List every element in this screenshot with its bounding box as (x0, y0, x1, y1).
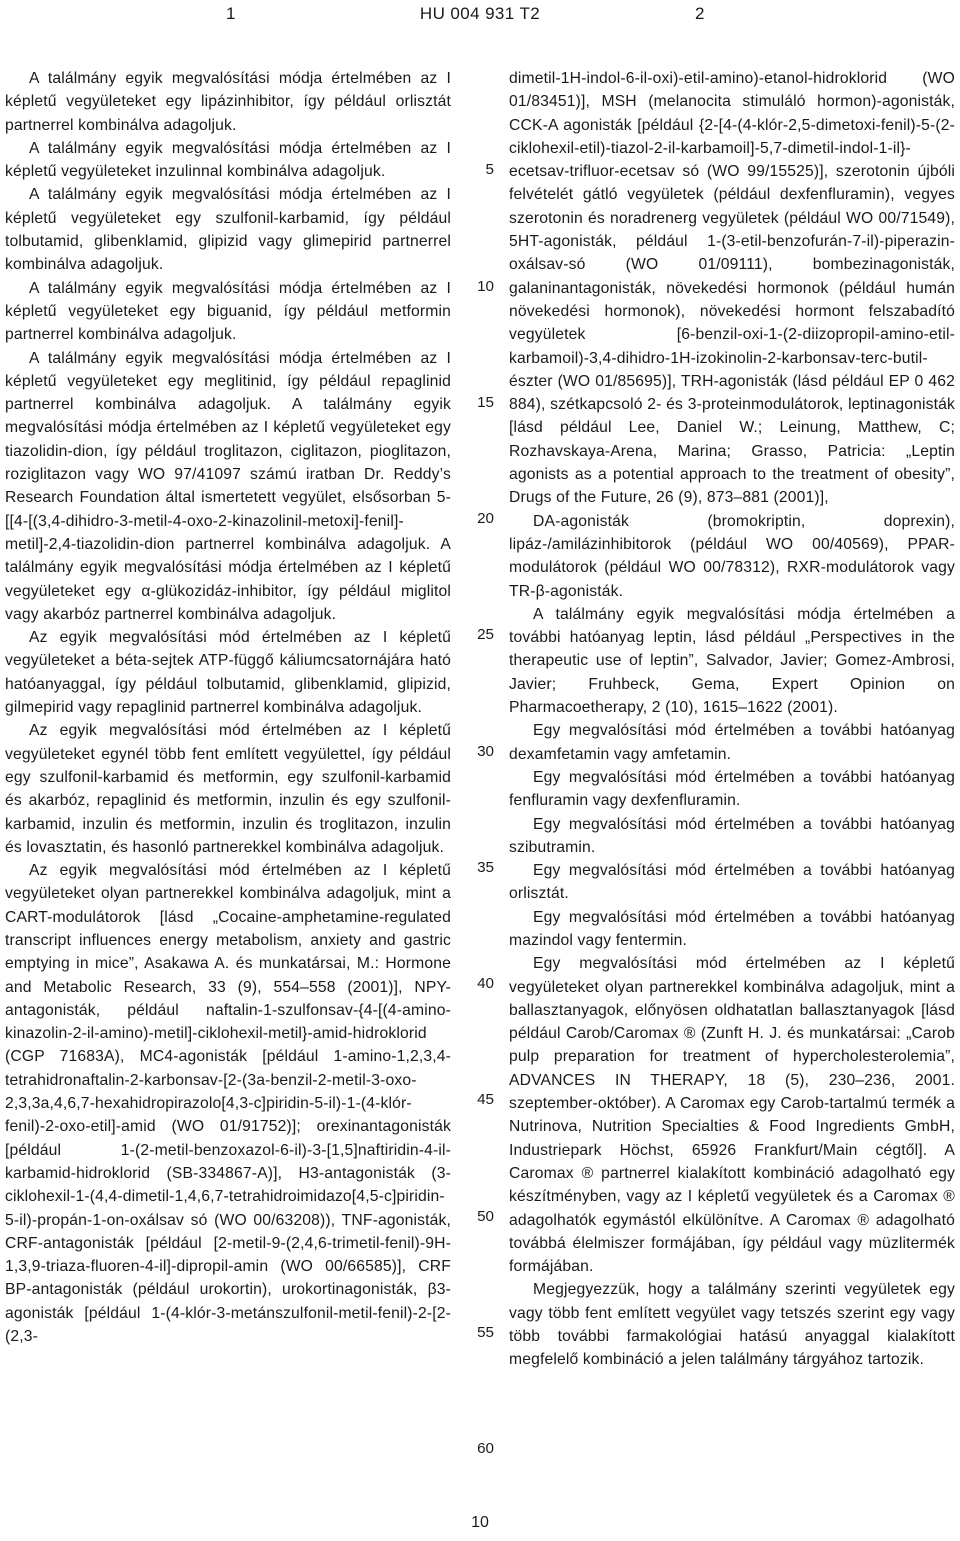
line-number: 5 (485, 161, 494, 178)
paragraph: Az egyik megvalósítási mód értelmében az I képletű vegyületeket a béta-sejtek ATP-függő káliumcsatornájára ható hatóanyaggal, így például tolbutamid, glibenklamid, glipizid, gilmepirid vagy repaglinid partnerrel kombinálva adagoljuk. (5, 629, 451, 717)
column-number-left: 1 (226, 4, 236, 23)
paragraph: Egy megvalósítási mód értelmében a további hatóanyag dexamfetamin vagy amfetamin. (509, 722, 955, 763)
line-number: 30 (477, 743, 494, 760)
column-number-right: 2 (695, 4, 705, 23)
paragraph: Egy megvalósítási mód értelmében a további hatóanyag szibutramin. (509, 815, 955, 856)
line-number: 50 (477, 1208, 494, 1225)
paragraph: Az egyik megvalósítási mód értelmében az I képletű vegyületeket olyan partnerekkel kombinálva adagoljuk, mint a CART-modulátorok [lásd „Cocaine-amphetamine-regulated transcript influences energy metabolism, anxiety and gastric emptying in mice”, Asakawa A. és munkatársai, M.: Hormone and Metabolic Research, 33 (9), 554–558 (2001)], NPY-antagonisták, például naftalin-1-szulfonsav-{4-[(4-amino-kinazolin-2-il-amino)-metil]-ciklohexil-metil}-amid-hidroklorid (CGP 71683A), MC4-agonisták [például 1-amino-1,2,3,4-tetrahidronaftalin-2-karbonsav-[2-(3a-benzil-2-metil-3-oxo-2,3,3a,4,6,7-hexahidropirazolo[4,3-c]piridin-5-il)-1-(4-klór-fenil)-2-oxo-etil]-amid (WO 01/91752)]; orexinantagonisták [például 1-(2-metil-benzoxazol-6-il)-3-[1,5]naftiridin-4-il-karbamid-hidroklorid (SB-334867-A)], H3-antagonisták (3-ciklohexil-1-(4,4-dimetil-1,4,6,7-tetrahidroimidazo[4,5-c]piridin-5-il)-propán-1-on-oxálsav só (WO 00/63208)), TNF-agonisták, CRF-antagonisták [például [2-metil-9-(2,4,6-trimetil-fenil)-9H-1,3,9-triaza-fluoren-4-il]-dipropil-amin (WO 00/66585)], CRF BP-antagonisták (például urokortin), urokortinagonisták, β3-agonisták [például 1-(4-klór-3-metánszulfonil-metil-fenil)-2-[2-(2,3- (5, 862, 451, 1346)
page-number: 10 (471, 1514, 489, 1531)
paragraph: A találmány egyik megvalósítási módja értelmében az I képletű vegyületeket egy szulfonil-karbamid, így például tolbutamid, glibenklamid, glipizid vagy glimepirid partnerrel kombinálva adagoljuk. (5, 186, 451, 274)
paragraph: A találmány egyik megvalósítási módja értelmében az I képletű vegyületeket egy meglitinid, így például repaglinid partnerrel kombinálva adagoljuk. A találmány egyik megvalósítási módja értelmében az I képletű vegyületeket egy tiazolidin-dion, így például troglitazon, ciglitazon, pioglitazon, roziglitazon vagy WO 97/41097 számú iratban Dr. Reddy’s Research Foundation által ismertetett vegyület, elsősorban 5-[[4-[(3,4-dihidro-3-metil-4-oxo-2-kinazolinil-metoxi]-fenil]-metil]-2,4-tiazolidin-dion partnerrel kombinálva adagoljuk. A találmány egyik megvalósítási módja értelmében az I képletű vegyületeket egy α-glükozidáz-inhibitor, így például miglitol vagy akarbóz partnerrel kombinálva adagoljuk. (5, 349, 451, 623)
paragraph: A találmány egyik megvalósítási módja értelmében az I képletű vegyületeket egy lipázinhibitor, így például orlisztát partnerrel kombinálva adagoljuk. (5, 70, 451, 134)
line-number: 20 (477, 510, 494, 527)
line-number: 60 (477, 1440, 494, 1457)
patent-number: HU 004 931 T2 (419, 4, 541, 23)
left-column (5, 67, 451, 1348)
paragraph: Megjegyezzük, hogy a találmány szerinti vegyületek egy vagy több fent említett vegyület vagy tetszés szerint egy vagy több további farmakológiai hatású anyaggal kialakított megfelelő kombináció a jelen találmány tárgyához tartozik. (509, 1281, 955, 1369)
line-number: 15 (477, 394, 494, 411)
paragraph: DA-agonisták (bromokriptin, doprexin), lipáz-/amilázinhibitorok (például WO 00/40569), PPAR-modulátorok (például WO 00/78312), RXR-modulátorok vagy TR-β-agonisták. (509, 512, 955, 600)
paragraph: A találmány egyik megvalósítási módja értelmében az I képletű vegyületeket inzulinnal kombinálva adagoljuk. (5, 139, 451, 181)
line-number: 55 (477, 1324, 494, 1341)
paragraph: Egy megvalósítási mód értelmében a további hatóanyag mazindol vagy fentermin. (509, 908, 955, 949)
paragraph: Egy megvalósítási mód értelmében a további hatóanyag orlisztát. (509, 862, 955, 903)
paragraph: A találmány egyik megvalósítási módja értelmében a további hatóanyag leptin, lásd például „Perspectives in the therapeutic use of leptin”, Salvador, Javier; Gomez-Ambrosi, Javier; Fruhbeck, Gema, Expert Opinion on Pharmacoetherapy, 2 (10), 1615–1622 (2001). (509, 605, 955, 717)
line-number: 25 (477, 626, 494, 643)
line-number: 40 (477, 975, 494, 992)
line-number: 45 (477, 1091, 494, 1108)
paragraph: Egy megvalósítási mód értelmében az I képletű vegyületeket olyan partnerekkel kombinálva adagoljuk, mint a ballasztanyagok, előnyösen oldhatatlan ballasztanyagok [lásd például Carob/Caromax ® (Zunft H. J. és munkatársai: „Carob pulp preparation for treatment of hypercholesterolemia”, ADVANCES IN THERAPY, 18 (5), 230–236, 2001. szeptember-október). A Caromax egy Carob-tartalmú termék a Nutrinova, Nutrition Specialties & Food Ingredients GmbH, Industriepark Höchst, 65926 Frankfurt/Main cégtől]. A Caromax ® partnerrel kialakított kombináció adagolható egy készítményben, vagy az I képletű vegyületek és a Caromax ® adagolhatók egymástól elkülönítve. A Caromax ® adagolható továbbá élelmiszer formájában, így például vagy müzlitermék formájában. (509, 955, 955, 1276)
page-header (0, 0, 960, 26)
paragraph: dimetil-1H-indol-6-il-oxi)-etil-amino)-etanol-hidroklorid (WO 01/83451)], MSH (melanocita stimuláló hormon)-agonisták, CCK-A agonisták [például {2-[4-(4-klór-2,5-dimetoxi-fenil)-5-(2-ciklohexil-etil)-tiazol-2-il-karbamoil]-5,7-dimetil-indol-1-il}-ecetsav-trifluor-ecetsav só (WO 99/15525)], szerotonin újbóli felvételét gátló vegyületek (például dexfenfluramin), vegyes szerotonin és noradrenerg vegyületek (például WO 00/71549), 5HT-agonisták, például 1-(3-etil-benzofurán-7-il)-piperazin-oxálsav-só (WO 01/09111), bombezinagonisták, galaninantagonisták, növekedési hormonok (például humán növekedési hormonok), növekedési hormont felszabadító vegyületek [6-benzil-oxi-1-(2-diizopropil-amino-etil-karbamoil)-3,4-dihidro-1H-izokinolin-2-karbonsav-terc-butil-észter (WO 01/85695)], TRH-agonisták (lásd például EP 0 462 884), szétkapcsoló 2- és 3-proteinmodulátorok, leptinagonisták [lásd például Lee, Daniel W.; Leinung, Matthew, C; Rozhavskaya-Arena, Marina; Grasso, Patricia: „Leptin agonists as a potential approach to the treatment of obesity”, Drugs of the Future, 26 (9), 873–881 (2001)], (509, 70, 955, 507)
line-number: 35 (477, 859, 494, 876)
paragraph: Egy megvalósítási mód értelmében a további hatóanyag fenfluramin vagy dexfenfluramin. (509, 768, 955, 810)
paragraph: Az egyik megvalósítási mód értelmében az I képletű vegyületeket egynél több fent említett vegyülettel, így például egy szulfonil-karbamid és metformin, egy szulfonil-karbamid és akarbóz, repaglinid és metformin, inzulin és egy szulfonil-karbamid, inzulin és metformin, inzulin és troglitazon, inzulin és lovasztatin, és hasonló partnerekkel kombinálva adagoljuk. (5, 722, 451, 856)
line-number: 10 (477, 278, 494, 295)
paragraph: A találmány egyik megvalósítási módja értelmében az I képletű vegyületeket egy biguanid, így például metformin partnerrel kombinálva adagoljuk. (5, 279, 451, 344)
right-column (509, 67, 955, 1372)
